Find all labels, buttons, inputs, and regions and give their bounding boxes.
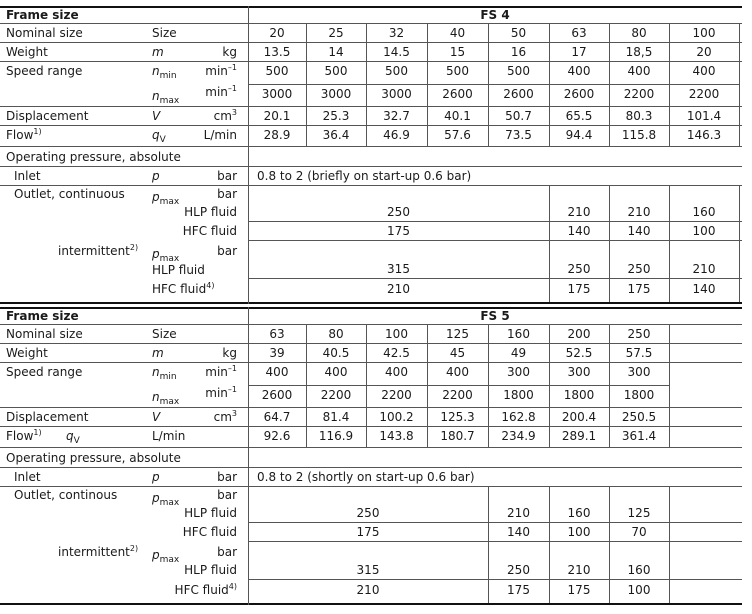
unit-text: min [205,386,228,400]
symbol-subscript: max [159,197,180,207]
fs5-nominal-cell: 63 [269,327,285,341]
fs5-displacement-cell: 250.5 [621,410,657,424]
fs5-speed-min-cell: 300 [507,365,530,379]
fs5-displacement-cell: 100.2 [379,410,414,424]
fs4-nominal-cell: 80 [631,26,647,40]
column-divider [739,23,740,146]
fs4-speed-min-cell: 400 [692,64,716,78]
fs4-displacement-cell: 80.3 [625,109,653,123]
unit-text: min [205,85,228,99]
unit-text: cm [213,410,232,424]
fs5-displacement-cell: 81.4 [322,410,350,424]
fs4-weight-cell: 15 [449,45,466,59]
fs4-outlet-hfc-cell: 140 [627,224,651,238]
fs5-displacement-cell: 200.4 [561,410,597,424]
row-divider [0,467,742,468]
fs4-flow-cell: 146.3 [686,128,722,142]
fs4-speed-min-unit [180,64,237,80]
fs4-speed-max-cell: 2200 [688,87,720,101]
symbol-text: n [152,365,160,379]
fs5-intermittent-hlp-label: HLP fluid [184,563,237,577]
unit-text: min [205,365,228,379]
fs4-outlet-hlp-cell: 160 [692,205,716,219]
fs5-displacement-cell: 125.3 [440,410,475,424]
symbol-text: p [152,491,160,505]
fs4-weight-cell: 16 [510,45,527,59]
fs4-speed-min-symbol [152,64,177,80]
unit-superscript: –1 [227,364,237,373]
fs5-flow-symbol [66,429,80,445]
row-divider [248,579,742,580]
fs5-speed-min-unit [180,365,237,381]
footnote-ref: 4) [228,582,237,591]
fs4-weight-cell: 20 [696,45,712,59]
fs5-displacement-cell: 64.7 [263,410,291,424]
fs5-inlet-unit: bar [217,470,237,484]
fs5-speed-max-cell: 2200 [320,388,352,402]
fs4-intermittent-hlp-cell: 250 [567,262,591,276]
fs5-weight-symbol: m [152,346,164,360]
fs4-flow-unit: L/min [203,128,237,142]
fs5-outlet-hlp-cell: 210 [507,506,530,520]
symbol-subscript: max [159,397,180,407]
fs4-intermittent-symbol [152,247,179,263]
flow-label-text: Flow [6,429,34,443]
footnote-ref: 2) [129,243,139,252]
fs4-speed-max-cell: 3000 [381,87,412,101]
fs4-inlet-value: 0.8 to 2 (briefly on start-up 0.6 bar) [257,169,472,183]
symbol-subscript: V [159,135,166,145]
fs5-speed-max-cell: 2200 [442,388,473,402]
fs5-flow-cell: 289.1 [561,429,597,443]
fs4-intermittent-hfc-cell: 175 [567,282,591,296]
fs4-weight-cell: 18,5 [625,45,653,59]
fs5-outlet-hlp-label: HLP fluid [184,506,237,520]
fs4-flow-cell: 46.9 [383,128,410,142]
fs4-flow-cell: 115.8 [621,128,657,142]
fs5-flow-unit: L/min [152,429,186,443]
fs5-intermittent-hfc-label [150,583,237,599]
footnote-ref: 2) [129,544,139,553]
fs4-speed-min-cell: 500 [324,64,348,78]
row-divider [0,407,742,408]
row-divider [0,343,742,344]
unit-superscript: 3 [231,409,237,418]
fs4-displacement-cell: 65.5 [565,109,593,123]
row-divider [0,42,742,43]
fs4-intermittent-label [58,244,138,260]
flow-label-text: Flow [6,128,34,142]
fs4-flow-cell: 36.4 [322,128,350,142]
symbol-subscript: min [159,71,177,81]
fs5-weight-label: Weight [6,346,48,360]
fs5-inlet-label: Inlet [14,470,41,484]
fs4-outlet-hfc-label: HFC fluid [182,224,237,238]
symbol-text: n [152,89,160,103]
row-divider [0,324,742,325]
fs5-speed-max-cell: 2200 [381,388,412,402]
unit-superscript: –1 [227,84,237,93]
fs5-flow-cell: 92.6 [263,429,291,443]
row-divider [0,23,742,24]
row-divider [0,106,742,107]
fs4-flow-cell: 28.9 [263,128,291,142]
fs4-intermittent-hfc-label [152,282,214,298]
fs4-flow-cell: 94.4 [565,128,593,142]
fs5-flow-label [6,429,42,445]
fs4-intermittent-hfc-span: 210 [387,282,410,296]
intermittent-text: intermittent [58,244,130,258]
column-divider [669,324,670,447]
fs4-inlet-unit: bar [217,169,237,183]
fs4-displacement-cell: 20.1 [263,109,291,123]
fs5-flow-cell: 143.8 [379,429,414,443]
fs5-nominal-label: Nominal size [6,327,83,341]
fs5-speed-max-cell: 1800 [563,388,595,402]
fs5-outlet-hfc-label: HFC fluid [182,525,237,539]
fs5-displacement-unit [180,410,237,426]
fs4-outlet-hfc-cell: 100 [692,224,716,238]
fs4-intermittent-hlp-cell: 250 [627,262,651,276]
row-divider [248,385,669,386]
fs4-speed-min-cell: 500 [385,64,408,78]
row-divider [0,603,742,605]
fs5-flow-cell: 116.9 [318,429,354,443]
fs5-weight-cell: 42.5 [383,346,410,360]
row-divider [248,221,742,222]
fs4-displacement-cell: 32.7 [383,109,410,123]
fs5-outlet-hfc-cell: 140 [507,525,530,539]
fs5-weight-cell: 40.5 [322,346,350,360]
fs4-speed-max-cell: 3000 [320,87,352,101]
fs4-displacement-unit [180,109,237,125]
fs5-intermittent-hfc-span: 210 [356,583,380,597]
fs4-flow-symbol [152,128,166,144]
fs5-intermittent-unit: bar [217,545,237,559]
footnote-ref: 1) [33,127,42,136]
symbol-subscript: max [159,96,180,106]
fs4-nominal-cell: 63 [571,26,587,40]
symbol-subscript: max [159,254,180,264]
row-divider [248,541,742,542]
fs4-displacement-cell: 50.7 [505,109,532,123]
fs5-intermittent-hfc-cell: 175 [567,583,591,597]
fs5-speed-min-cell: 300 [627,365,651,379]
fs5-speed-min-cell: 400 [324,365,348,379]
fs5-outlet-symbol [152,491,179,507]
fs4-nominal-cell: 50 [510,26,527,40]
fs5-speed-max-cell: 1800 [503,388,534,402]
row-divider [0,426,742,427]
symbol-text: p [152,548,160,562]
fs5-speed-max-symbol [152,390,179,406]
fs5-frame-value: FS 5 [480,309,510,323]
fs5-speed-min-symbol [152,365,177,381]
row-divider [0,486,742,487]
fs5-speed-min-cell: 400 [446,365,469,379]
row-divider [0,362,742,363]
fs4-outlet-label: Outlet, continuous [14,187,125,201]
hfc-text: HFC fluid [152,282,207,296]
fs4-nominal-cell: 40 [449,26,466,40]
fs5-outlet-hlp-span: 250 [356,506,380,520]
fs5-speed-label: Speed range [6,365,83,379]
fs5-nominal-symbol: Size [152,327,177,341]
fs4-nominal-cell: 32 [388,26,405,40]
row-divider [0,125,742,126]
fs4-flow-label [6,128,42,144]
fs4-speed-max-cell: 2200 [623,87,655,101]
fs5-inlet-value: 0.8 to 2 (shortly on start-up 0.6 bar) [257,470,475,484]
fs5-outlet-unit: bar [217,488,237,502]
fs4-intermittent-unit: bar [217,244,237,258]
fs4-nominal-label: Nominal size [6,26,83,40]
fs5-intermittent-hlp-cell: 250 [507,563,530,577]
unit-superscript: –1 [227,63,237,72]
fs5-intermittent-hfc-cell: 100 [627,583,651,597]
symbol-text: n [152,64,160,78]
fs5-outlet-hlp-cell: 125 [627,506,651,520]
fs5-nominal-cell: 160 [507,327,530,341]
fs5-weight-cell: 52.5 [565,346,593,360]
fs5-displacement-label: Displacement [6,410,89,424]
row-divider [0,447,742,448]
fs4-speed-min-cell: 400 [567,64,591,78]
column-divider [739,185,740,302]
fs5-outlet-label: Outlet, continous [14,488,118,502]
fs5-intermittent-hlp-cell: 210 [567,563,591,577]
fs5-nominal-cell: 80 [328,327,344,341]
fs4-speed-min-cell: 500 [446,64,469,78]
fs4-intermittent-hlp-label: HLP fluid [152,263,205,277]
fs4-intermittent-hfc-cell: 175 [627,282,651,296]
fs4-outlet-symbol [152,190,179,206]
fs5-inlet-symbol: p [152,470,160,484]
fs4-speed-max-cell: 2600 [503,87,534,101]
fs4-weight-symbol: m [152,45,164,59]
fs5-intermittent-hlp-span: 315 [356,563,380,577]
row-divider [0,302,742,304]
row-divider [0,166,742,167]
fs4-weight-cell: 14.5 [383,45,410,59]
fs4-nominal-symbol: Size [152,26,177,40]
fs4-intermittent-hfc-cell: 140 [692,282,716,296]
symbol-subscript: max [159,498,180,508]
symbol-text: q [66,429,74,443]
fs4-displacement-cell: 101.4 [686,109,722,123]
fs4-speed-max-cell: 2600 [442,87,473,101]
fs4-inlet-symbol: p [152,169,160,183]
intermittent-text: intermittent [58,545,130,559]
footnote-ref: 1) [33,428,42,437]
fs5-weight-unit: kg [222,346,237,360]
fs4-speed-min-cell: 400 [627,64,651,78]
symbol-text: p [152,190,160,204]
fs4-outlet-hlp-cell: 210 [627,205,651,219]
fs4-frame-value: FS 4 [480,8,510,22]
fs5-outlet-hfc-span: 175 [356,525,380,539]
fs5-speed-max-unit [180,386,237,402]
fs4-outlet-hlp-label: HLP fluid [184,205,237,219]
row-divider [0,61,742,62]
fs4-nominal-cell: 20 [269,26,285,40]
fs5-flow-cell: 361.4 [621,429,657,443]
fs4-speed-label: Speed range [6,64,83,78]
column-divider [669,486,670,603]
fs4-outlet-unit: bar [217,187,237,201]
symbol-text: q [152,128,160,142]
fs4-flow-cell: 57.6 [444,128,471,142]
unit-superscript: 3 [231,108,237,117]
symbol-text: p [152,247,160,261]
fs4-speed-max-symbol [152,89,179,105]
fs5-speed-min-cell: 400 [385,365,408,379]
fs4-intermittent-hlp-span: 315 [387,262,410,276]
row-divider [0,185,742,186]
fs5-weight-cell: 45 [449,346,466,360]
fs5-speed-max-cell: 2600 [261,388,293,402]
row-divider [248,278,742,279]
fs5-outlet-hfc-cell: 100 [567,525,591,539]
symbol-subscript: V [73,436,80,446]
fs4-speed-min-cell: 500 [507,64,530,78]
fs4-nominal-cell: 25 [328,26,344,40]
fs4-speed-max-cell: 2600 [563,87,595,101]
unit-text: cm [213,109,232,123]
fs4-weight-unit: kg [222,45,237,59]
fs4-outlet-hlp-cell: 210 [567,205,591,219]
fs5-nominal-cell: 200 [567,327,591,341]
fs4-outlet-hfc-span: 175 [387,224,410,238]
fs4-inlet-label: Inlet [14,169,41,183]
fs4-speed-min-cell: 500 [265,64,289,78]
fs5-weight-cell: 39 [269,346,285,360]
fs4-flow-cell: 73.5 [505,128,532,142]
fs5-speed-min-cell: 400 [265,365,289,379]
fs5-nominal-cell: 125 [446,327,469,341]
fs5-outlet-hlp-cell: 160 [567,506,591,520]
fs5-speed-min-cell: 300 [567,365,591,379]
fs5-frame-label: Frame size [6,309,79,323]
fs4-nominal-cell: 100 [692,26,716,40]
fs4-weight-label: Weight [6,45,48,59]
fs5-nominal-cell: 100 [385,327,408,341]
fs5-displacement-cell: 162.8 [501,410,536,424]
fs5-weight-cell: 49 [510,346,527,360]
fs4-intermittent-hlp-cell: 210 [692,262,716,276]
fs5-nominal-cell: 250 [627,327,651,341]
row-divider [248,84,739,85]
fs5-flow-cell: 180.7 [440,429,475,443]
fs4-outlet-hfc-cell: 140 [567,224,591,238]
row-divider [248,522,742,523]
row-divider [0,146,742,147]
fs4-outlet-hlp-span: 250 [387,205,410,219]
fs4-frame-label: Frame size [6,8,79,22]
fs4-displacement-cell: 40.1 [444,109,471,123]
unit-superscript: –1 [227,385,237,394]
fs4-op-pressure: Operating pressure, absolute [6,150,181,164]
fs4-displacement-symbol: V [152,109,161,123]
fs5-intermittent-hfc-cell: 175 [507,583,530,597]
fs5-intermittent-label [58,545,138,561]
fs5-outlet-hfc-cell: 70 [631,525,647,539]
fs4-weight-cell: 13.5 [263,45,291,59]
fs5-displacement-symbol: V [152,410,161,424]
fs4-displacement-label: Displacement [6,109,89,123]
fs5-speed-max-cell: 1800 [623,388,655,402]
fs5-intermittent-hlp-cell: 160 [627,563,651,577]
fs4-speed-max-unit [180,85,237,101]
fs4-displacement-cell: 25.3 [322,109,350,123]
hfc-text: HFC fluid [174,583,229,597]
fs5-flow-cell: 234.9 [501,429,536,443]
unit-text: min [205,64,228,78]
symbol-subscript: min [159,372,177,382]
fs5-weight-cell: 57.5 [625,346,653,360]
fs4-speed-max-cell: 3000 [261,87,293,101]
fs4-weight-cell: 14 [328,45,344,59]
symbol-text: n [152,390,160,404]
fs5-intermittent-symbol [152,548,179,564]
fs4-weight-cell: 17 [571,45,587,59]
symbol-subscript: max [159,555,180,565]
row-divider [248,240,742,241]
footnote-ref: 4) [206,281,215,290]
fs5-op-pressure: Operating pressure, absolute [6,451,181,465]
